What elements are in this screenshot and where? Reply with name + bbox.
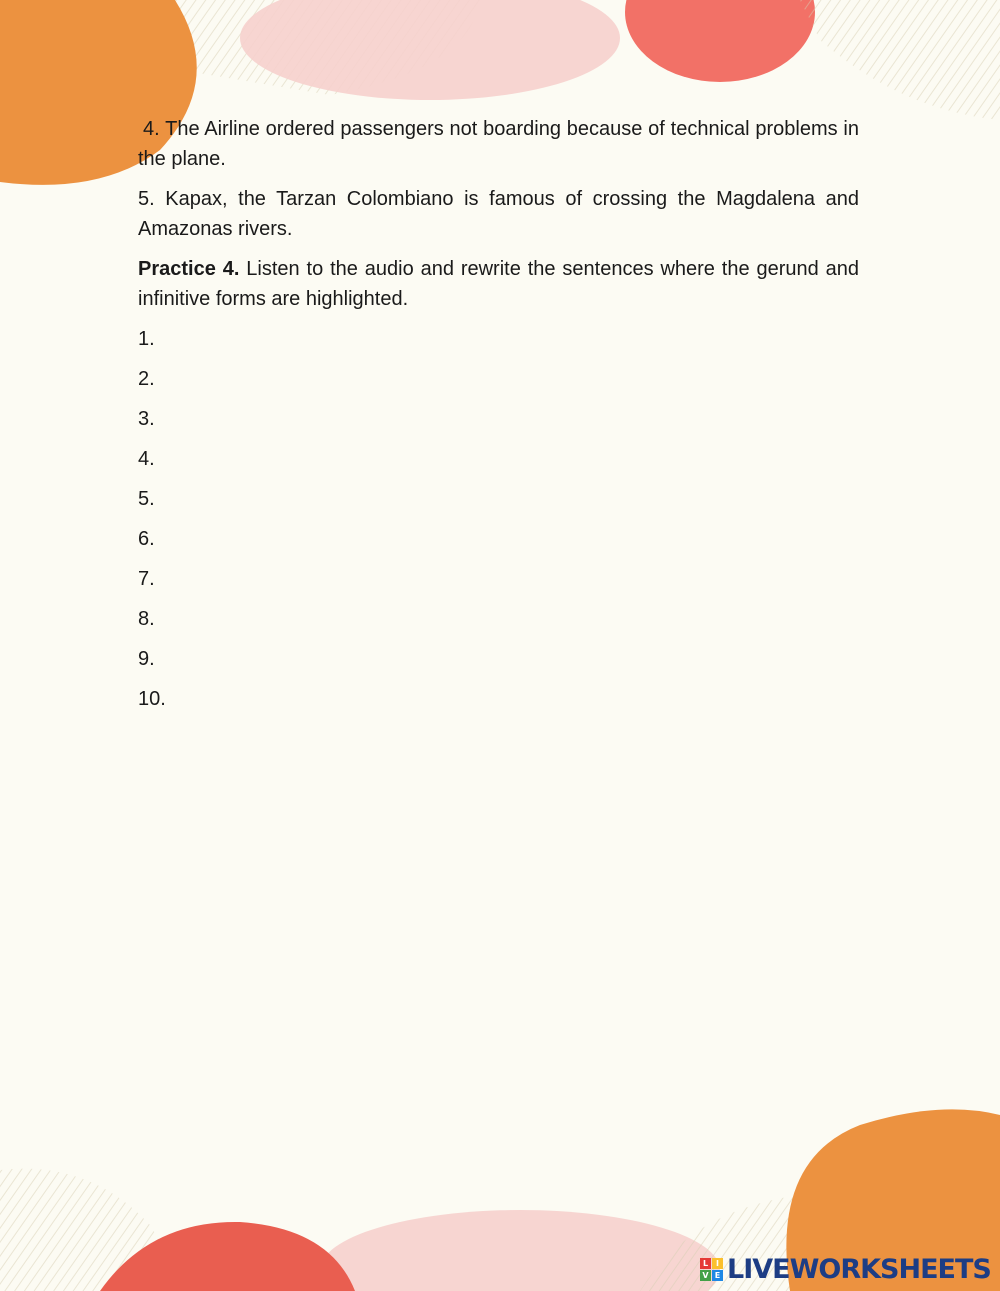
sentence-4: 4. The Airline ordered passengers not boarding because of technical problems in the plane. xyxy=(138,118,859,170)
logo-text: LIVEWORKSHEETS xyxy=(727,1253,991,1285)
sentence-5: 5. Kapax, the Tarzan Colombiano is famous of crossing the Magdalena and Amazonas rivers. xyxy=(138,188,859,240)
answer-line-5: 5. xyxy=(138,488,155,510)
answer-line-10: 10. xyxy=(138,688,166,710)
answer-line-3: 3. xyxy=(138,408,155,430)
answer-line-9: 9. xyxy=(138,648,155,670)
answer-line-6: 6. xyxy=(138,528,155,550)
top-right-stripe-shape xyxy=(800,0,1000,120)
answer-line-8: 8. xyxy=(138,608,155,630)
worksheet-content xyxy=(138,114,859,724)
practice-instruction xyxy=(138,254,859,314)
answer-line-4: 4. xyxy=(138,448,155,470)
answer-line-1: 1. xyxy=(138,328,155,350)
practice-label: Practice 4. xyxy=(138,258,240,280)
answer-line-7: 7. xyxy=(138,568,155,590)
answer-line-2: 2. xyxy=(138,368,155,390)
liveworksheets-logo[interactable] xyxy=(700,1253,991,1285)
top-red-blob xyxy=(625,0,815,82)
practice-text: Listen to the audio and rewrite the sentences where the gerund and infinitive forms are highlighted. xyxy=(138,258,859,310)
logo-mark-icon: L I V E xyxy=(700,1258,723,1281)
answer-list xyxy=(138,324,859,724)
